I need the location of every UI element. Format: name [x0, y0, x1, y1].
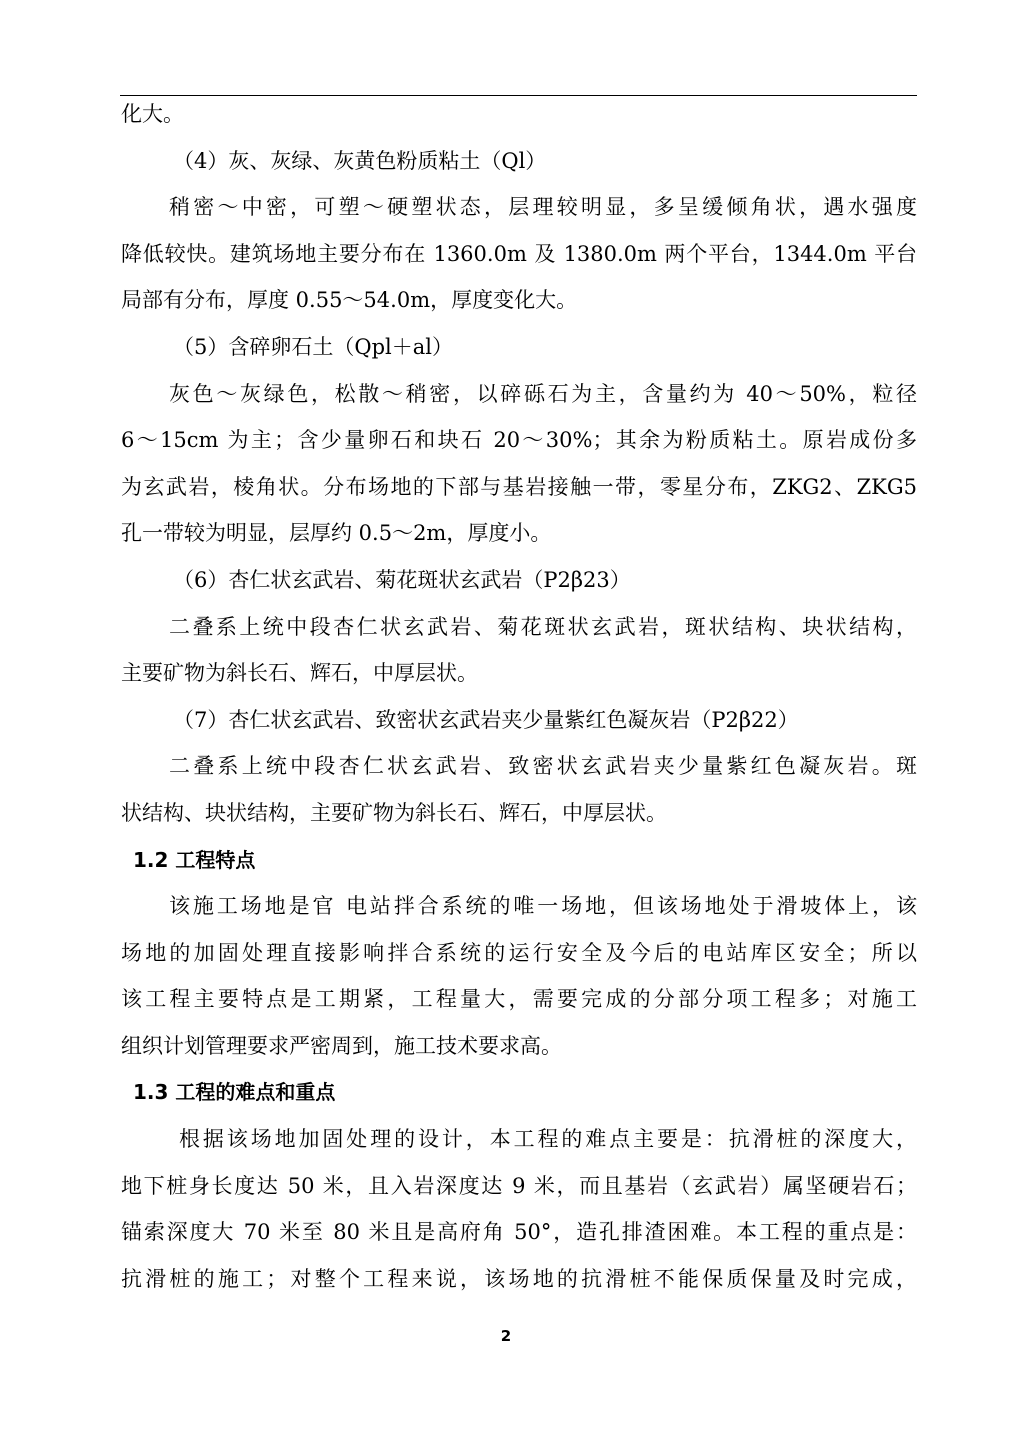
subsection-heading-7: （7）杏仁状玄武岩、致密状玄武岩夹少量紫红色凝灰岩（P2β22）: [173, 707, 799, 732]
text-line: 该工程主要特点是工期紧，工程量大，需要完成的分部分项工程多；对施工: [121, 987, 917, 1012]
text-line: 6～15cm 为主；含少量卵石和块石 20～30%；其余为粉质粘土。原岩成份多: [121, 428, 917, 453]
text-line: 二叠系上统中段杏仁状玄武岩、致密状玄武岩夹少量紫红色凝灰岩。斑: [169, 754, 917, 779]
text-line: 根据该场地加固处理的设计，本工程的难点主要是：抗滑桩的深度大，: [179, 1127, 917, 1152]
text-line: 局部有分布，厚度 0.55～54.0m，厚度变化大。: [121, 288, 578, 313]
subsection-heading-5: （5）含碎卵石土（Qpl＋al）: [173, 334, 453, 359]
section-heading-1-2: 1.2 工程特点: [133, 847, 256, 872]
text-line: 主要矿物为斜长石、辉石，中厚层状。: [121, 661, 478, 686]
document-body: [121, 91, 917, 1302]
text-line: 该施工场地是官 电站拌合系统的唯一场地，但该场地处于滑坡体上，该: [169, 894, 917, 919]
subsection-heading-4: （4）灰、灰绿、灰黄色粉质粘土（Ql）: [173, 148, 547, 173]
text-line: 孔一带较为明显，层厚约 0.5～2m，厚度小。: [121, 521, 552, 546]
subsection-heading-6: （6）杏仁状玄武岩、菊花斑状玄武岩（P2β23）: [173, 567, 631, 592]
text-line: 抗滑桩的施工；对整个工程来说，该场地的抗滑桩不能保质保量及时完成，: [121, 1266, 917, 1291]
text-line: 锚索深度大 70 米至 80 米且是高府角 50°，造孔排渣困难。本工程的重点是：: [121, 1220, 917, 1245]
page-number: 2: [500, 1327, 512, 1345]
text-line: 降低较快。建筑场地主要分布在 1360.0m 及 1380.0m 两个平台，1344.0m 平台: [121, 241, 917, 266]
text-line: 化大。: [121, 102, 184, 126]
section-heading-1-3: 1.3 工程的难点和重点: [133, 1080, 336, 1105]
text-line: 地下桩身长度达 50 米，且入岩深度达 9 米，而且基岩（玄武岩）属坚硬岩石；: [121, 1173, 917, 1198]
text-line: 灰色～灰绿色，松散～稍密，以碎砾石为主，含量约为 40～50%，粒径: [169, 381, 917, 406]
text-line: 二叠系上统中段杏仁状玄武岩、菊花斑状玄武岩，斑状结构、块状结构，: [169, 614, 917, 639]
text-line: 组织计划管理要求严密周到，施工技术要求高。: [121, 1033, 562, 1058]
text-line: 状结构、块状结构，主要矿物为斜长石、辉石，中厚层状。: [121, 800, 667, 825]
text-line: 场地的加固处理直接影响拌合系统的运行安全及今后的电站库区安全；所以: [121, 940, 917, 965]
text-line: 为玄武岩，棱角状。分布场地的下部与基岩接触一带，零星分布，ZKG2、ZKG5: [121, 474, 917, 499]
text-line: 稍密～中密，可塑～硬塑状态，层理较明显，多呈缓倾角状，遇水强度: [169, 195, 917, 220]
